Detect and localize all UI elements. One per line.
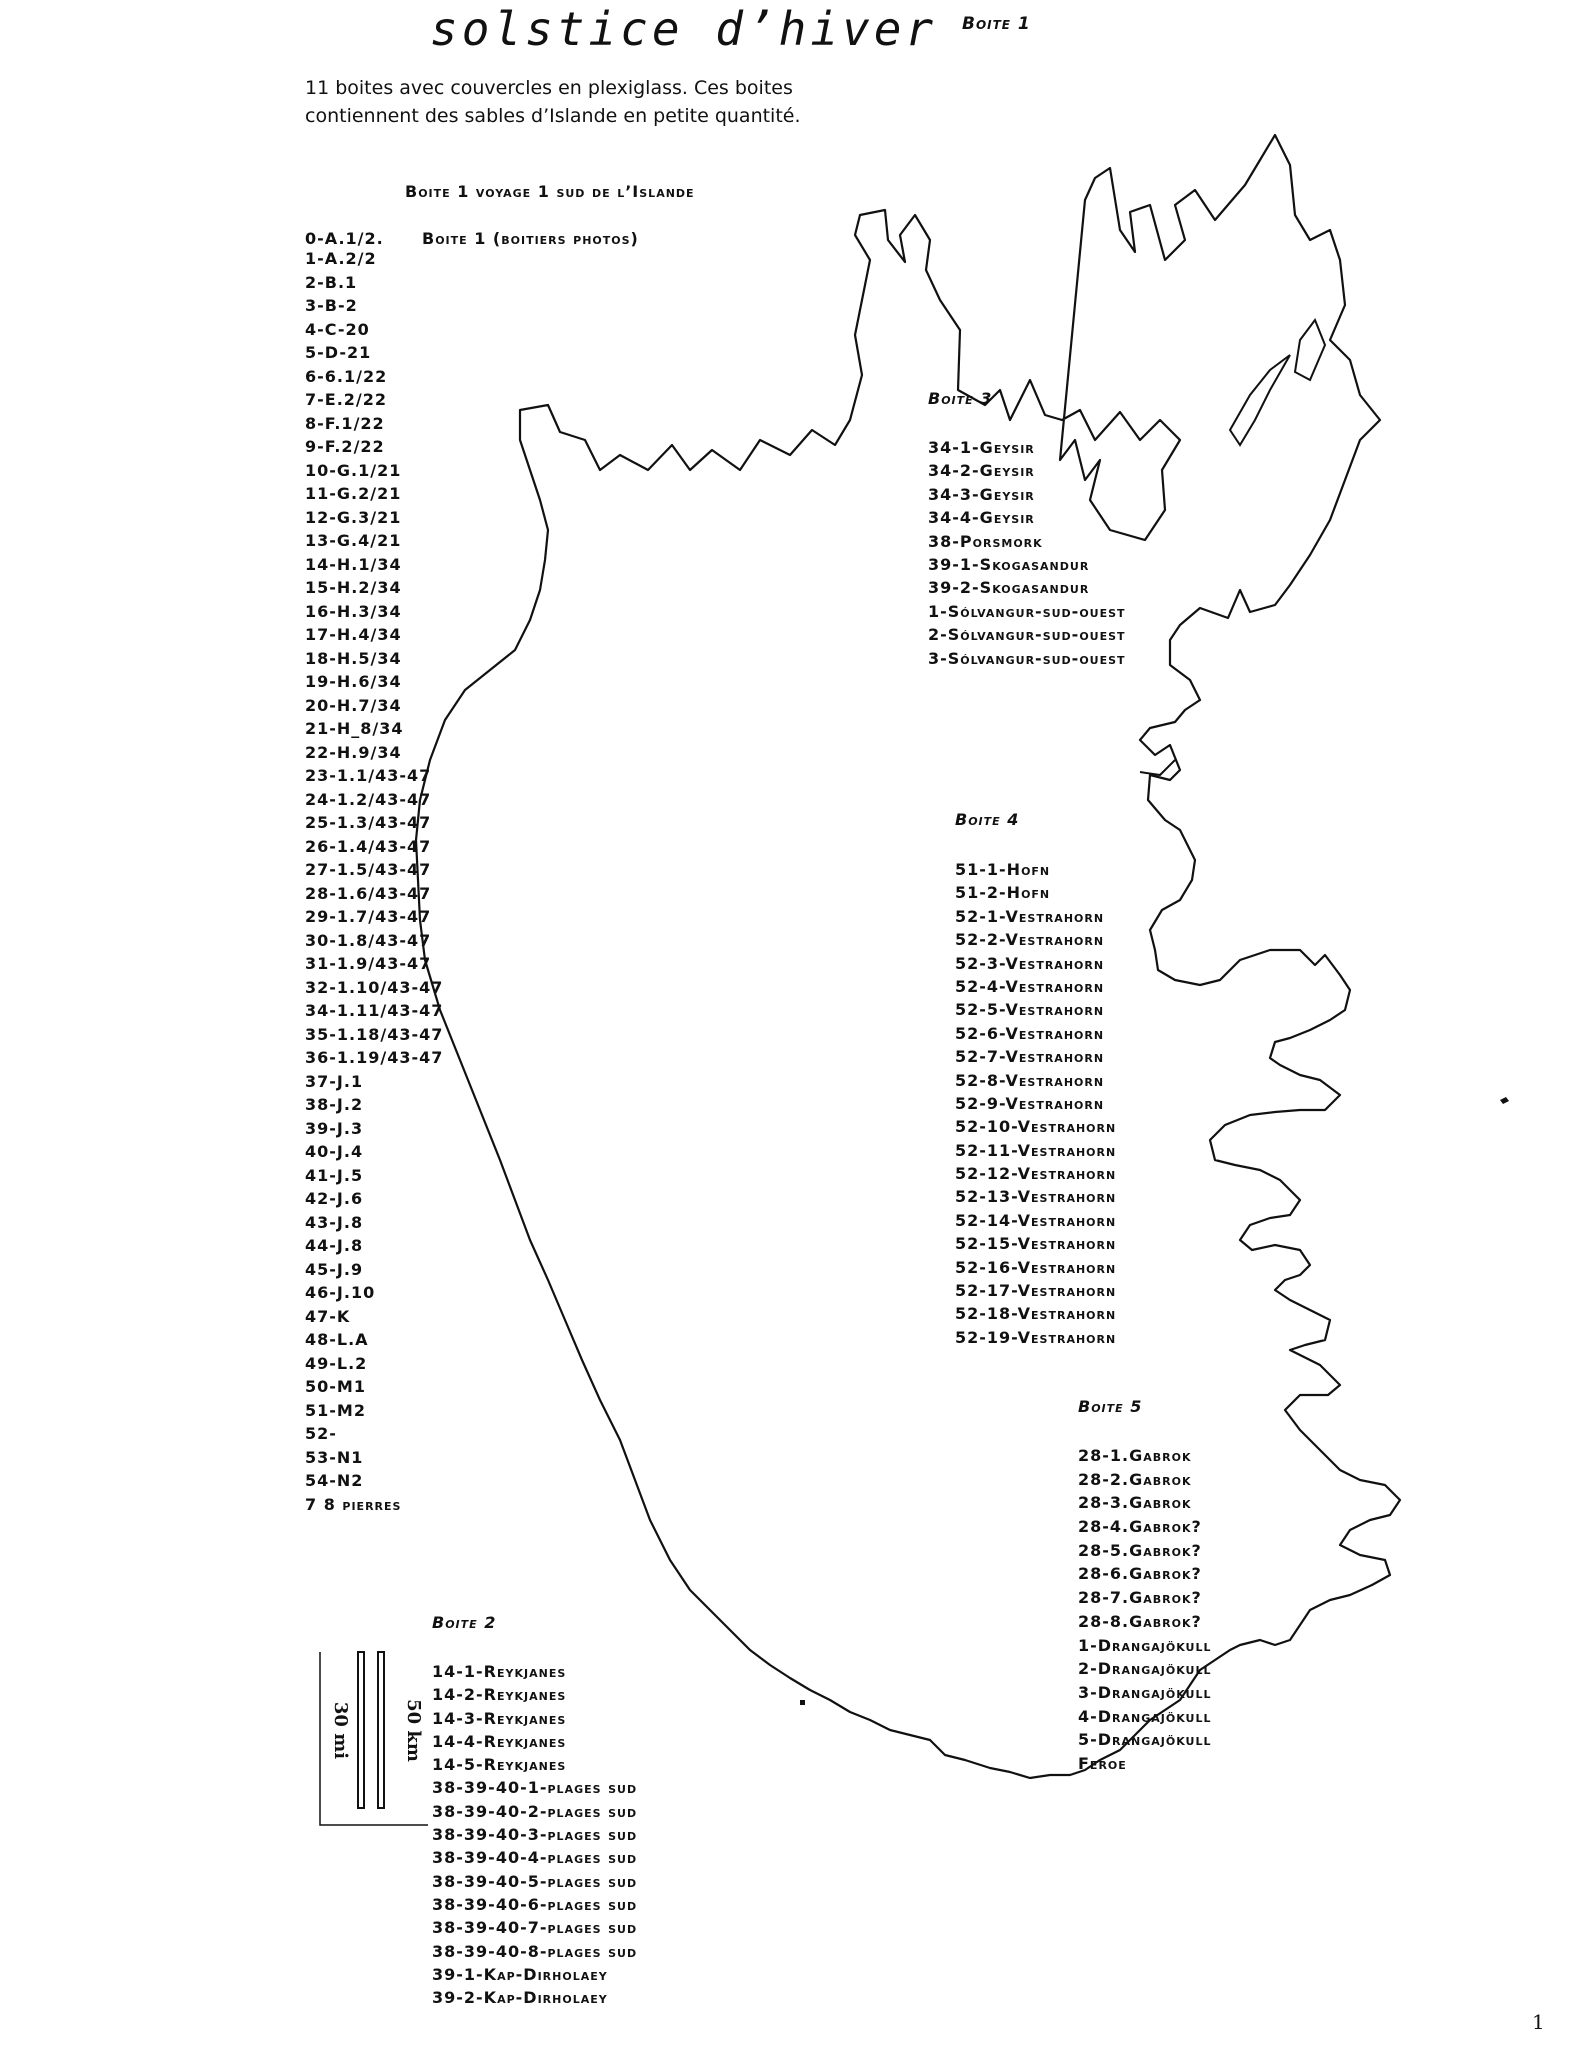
list-item: 11-G.2/21 — [305, 484, 402, 503]
list-item: 28-5.Gabrok? — [1078, 1540, 1202, 1560]
list-item: 36-1.19/43-47 — [305, 1048, 444, 1067]
list-item: 52-5-Vestrahorn — [955, 1000, 1105, 1020]
list-item: 25-1.3/43-47 — [305, 813, 432, 832]
list-item: 4-Drangajökull — [1078, 1706, 1212, 1726]
list-item: 34-4-Geysir — [928, 508, 1035, 528]
list-item: 14-3-Reykjanes — [432, 1708, 567, 1728]
list-item: 39-1-Kap-Dirholaey — [432, 1964, 608, 1984]
scale-km-label: 50 km — [402, 1699, 424, 1762]
list-item: 31-1.9/43-47 — [305, 954, 432, 973]
list-item: 1-Sólvangur-sud-ouest — [928, 601, 1126, 621]
intro-text — [305, 74, 905, 130]
list-item: 52-13-Vestrahorn — [955, 1187, 1117, 1207]
list-item: 13-G.4/21 — [305, 531, 402, 550]
list-item: 44-J.8 — [305, 1236, 364, 1255]
list-item: 51-2-Hofn — [955, 883, 1051, 903]
page-title: solstice d’hiver — [430, 2, 938, 56]
list-item: 51-1-Hofn — [955, 860, 1051, 879]
intro-line-2: contiennent des sables d’Islande en petite quantité. — [305, 105, 801, 127]
list-item: 27-1.5/43-47 — [305, 860, 432, 879]
section-boite4-list — [955, 858, 1116, 1349]
list-item: 2-B.1 — [305, 272, 358, 292]
list-item: 17-H.4/34 — [305, 625, 402, 644]
list-item: 23-1.1/43-47 — [305, 766, 432, 785]
list-item: 2-Sólvangur-sud-ouest — [928, 625, 1126, 645]
list-item: 4-C-20 — [305, 319, 370, 339]
list-item: 38-39-40-6-plages sud — [432, 1894, 638, 1914]
list-item: 26-1.4/43-47 — [305, 836, 432, 856]
map-scale-bar — [318, 1650, 428, 1830]
list-item: 39-J.3 — [305, 1118, 364, 1138]
list-item: 28-1.6/43-47 — [305, 883, 432, 903]
section-main-list — [305, 247, 443, 1516]
list-item: 52-17-Vestrahorn — [955, 1281, 1117, 1301]
list-item: 2-Drangajökull — [1078, 1659, 1212, 1679]
list-item: 12-G.3/21 — [305, 507, 402, 527]
scale-miles-label: 30 mi — [330, 1701, 352, 1760]
list-item: 52-12-Vestrahorn — [955, 1164, 1117, 1184]
section-boite4-heading: Boite 4 — [955, 810, 1020, 829]
list-item: 52-14-Vestrahorn — [955, 1210, 1117, 1230]
list-item: 43-J.8 — [305, 1212, 364, 1232]
list-item: 38-39-40-8-plages sud — [432, 1941, 638, 1961]
list-item: 28-1.Gabrok — [1078, 1446, 1192, 1465]
list-item: 28-8.Gabrok? — [1078, 1611, 1202, 1631]
list-item: 1-A.2/2 — [305, 249, 377, 268]
list-item: 3-Sólvangur-sud-ouest — [928, 648, 1126, 668]
list-item: 38-Porsmork — [928, 531, 1043, 551]
list-item: 34-3-Geysir — [928, 484, 1035, 504]
list-item: 39-1-Skogasandur — [928, 554, 1090, 574]
list-item: 28-7.Gabrok? — [1078, 1588, 1202, 1608]
list-item: 18-H.5/34 — [305, 648, 402, 668]
list-item: 52-1-Vestrahorn — [955, 906, 1105, 926]
section-boite2-list — [432, 1660, 637, 2009]
list-item: 3-Drangajökull — [1078, 1682, 1212, 1702]
list-item: Feroe — [1078, 1753, 1127, 1773]
section-main-first-item-note: Boite 1 (boitiers photos) — [422, 229, 639, 248]
section-boite5-list — [1078, 1444, 1212, 1776]
list-item: 47-K — [305, 1306, 351, 1326]
header-box-tag: Boite 1 — [962, 14, 1031, 34]
list-item: 40-J.4 — [305, 1142, 364, 1161]
list-item: 14-1-Reykjanes — [432, 1662, 567, 1681]
list-item: 35-1.18/43-47 — [305, 1024, 444, 1044]
list-item: 38-J.2 — [305, 1095, 364, 1114]
section-boite3-heading: Boite 3 — [928, 389, 993, 408]
list-item: 10-G.1/21 — [305, 460, 402, 480]
list-item: 21-H_8/34 — [305, 719, 404, 738]
intro-line-1: 11 boites avec couvercles en plexiglass. Ces boites — [305, 77, 793, 99]
list-item: 16-H.3/34 — [305, 601, 402, 621]
list-item: 46-J.10 — [305, 1283, 376, 1302]
list-item: 54-N2 — [305, 1471, 364, 1490]
list-item: 41-J.5 — [305, 1165, 364, 1185]
list-item: 52-15-Vestrahorn — [955, 1234, 1117, 1254]
list-item: 52- — [305, 1424, 337, 1443]
list-item: 32-1.10/43-47 — [305, 977, 444, 997]
list-item: 7 8 pierres — [305, 1494, 402, 1514]
list-item: 38-39-40-4-plages sud — [432, 1848, 638, 1868]
list-item: 28-4.Gabrok? — [1078, 1517, 1202, 1537]
list-item: 29-1.7/43-47 — [305, 907, 432, 926]
list-item: 34-2-Geysir — [928, 461, 1035, 481]
list-item: 28-2.Gabrok — [1078, 1469, 1192, 1489]
list-item: 14-4-Reykjanes — [432, 1731, 567, 1751]
list-item: 5-D-21 — [305, 343, 372, 362]
list-item: 52-10-Vestrahorn — [955, 1117, 1117, 1137]
list-item: 50-M1 — [305, 1377, 366, 1396]
list-item: 20-H.7/34 — [305, 695, 402, 715]
list-item: 52-4-Vestrahorn — [955, 976, 1105, 996]
list-item: 24-1.2/43-47 — [305, 789, 432, 809]
list-item: 38-39-40-5-plages sud — [432, 1871, 638, 1891]
list-item: 9-F.2/22 — [305, 437, 385, 456]
list-item: 39-2-Skogasandur — [928, 578, 1090, 598]
list-item: 14-H.1/34 — [305, 554, 402, 574]
list-item: 52-8-Vestrahorn — [955, 1070, 1105, 1090]
list-item: 7-E.2/22 — [305, 390, 388, 409]
list-item: 52-6-Vestrahorn — [955, 1023, 1105, 1043]
list-item: 52-18-Vestrahorn — [955, 1304, 1117, 1324]
list-item: 52-19-Vestrahorn — [955, 1327, 1117, 1347]
list-item: 14-5-Reykjanes — [432, 1755, 567, 1775]
list-item: 8-F.1/22 — [305, 413, 385, 433]
section-boite3-list — [928, 436, 1126, 670]
section-boite5-heading: Boite 5 — [1078, 1397, 1143, 1416]
list-item: 15-H.2/34 — [305, 578, 402, 597]
list-item: 5-Drangajökull — [1078, 1730, 1212, 1750]
list-item: 42-J.6 — [305, 1189, 364, 1208]
list-item: 52-3-Vestrahorn — [955, 953, 1105, 973]
list-item: 51-M2 — [305, 1400, 366, 1420]
list-item: 38-39-40-3-plages sud — [432, 1825, 638, 1845]
list-item: 52-7-Vestrahorn — [955, 1047, 1105, 1067]
list-item: 34-1-Geysir — [928, 438, 1035, 457]
list-item: 30-1.8/43-47 — [305, 930, 432, 950]
list-item: 52-2-Vestrahorn — [955, 930, 1105, 950]
list-item: 37-J.1 — [305, 1071, 364, 1091]
list-item: 38-39-40-7-plages sud — [432, 1918, 638, 1938]
list-item: 28-6.Gabrok? — [1078, 1564, 1202, 1584]
list-item: 38-39-40-1-plages sud — [432, 1778, 638, 1798]
list-item: 48-L.A — [305, 1330, 369, 1349]
section-main-first-item: 0-A.1/2. — [305, 229, 384, 248]
list-item: 39-2-Kap-Dirholaey — [432, 1988, 608, 2008]
list-item: 52-16-Vestrahorn — [955, 1257, 1117, 1277]
list-item: 52-11-Vestrahorn — [955, 1140, 1117, 1160]
list-item: 53-N1 — [305, 1447, 364, 1467]
list-item: 19-H.6/34 — [305, 672, 402, 691]
list-item: 45-J.9 — [305, 1259, 364, 1279]
list-item: 6-6.1/22 — [305, 366, 388, 386]
list-item: 38-39-40-2-plages sud — [432, 1801, 638, 1821]
list-item: 1-Drangajökull — [1078, 1635, 1212, 1655]
list-item: 14-2-Reykjanes — [432, 1685, 567, 1705]
list-item: 3-B-2 — [305, 296, 358, 315]
list-item: 22-H.9/34 — [305, 742, 402, 762]
page-number: 1 — [1532, 2010, 1545, 2034]
section-main-heading: Boite 1 voyage 1 sud de l’Islande — [405, 182, 695, 201]
list-item: 28-3.Gabrok — [1078, 1493, 1192, 1513]
list-item: 34-1.11/43-47 — [305, 1001, 444, 1020]
list-item: 52-9-Vestrahorn — [955, 1093, 1105, 1113]
list-item: 49-L.2 — [305, 1353, 368, 1373]
section-boite2-heading: Boite 2 — [432, 1613, 497, 1632]
